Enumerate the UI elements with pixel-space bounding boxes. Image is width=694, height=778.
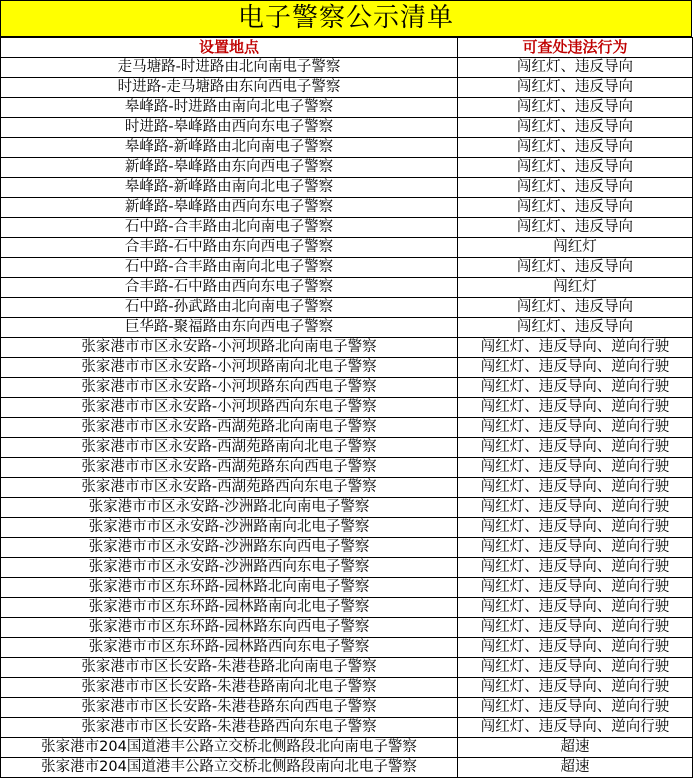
violations-cell: 闯红灯、违反导向、逆向行驶 bbox=[458, 498, 693, 518]
table-row bbox=[1, 578, 693, 598]
location-cell: 皋峰路-时进路由南向北电子警察 bbox=[1, 98, 458, 118]
table-row bbox=[1, 498, 693, 518]
table-body bbox=[1, 58, 693, 778]
location-cell: 张家港市市区永安路-小河坝路东向西电子警察 bbox=[1, 378, 458, 398]
table-row bbox=[1, 358, 693, 378]
table-row bbox=[1, 718, 693, 738]
table-row bbox=[1, 458, 693, 478]
location-cell: 合丰路-石中路由西向东电子警察 bbox=[1, 278, 458, 298]
location-cell: 张家港市市区长安路-朱港巷路北向南电子警察 bbox=[1, 658, 458, 678]
header-row bbox=[1, 38, 693, 58]
location-cell: 张家港市市区永安路-西湖苑路北向南电子警察 bbox=[1, 418, 458, 438]
location-cell: 张家港市204国道港丰公路立交桥北侧路段南向北电子警察 bbox=[1, 758, 458, 778]
violations-cell: 闯红灯、违反导向、逆向行驶 bbox=[458, 698, 693, 718]
location-cell: 张家港市市区永安路-小河坝路北向南电子警察 bbox=[1, 338, 458, 358]
location-cell: 新峰路-皋峰路由西向东电子警察 bbox=[1, 198, 458, 218]
table-row bbox=[1, 678, 693, 698]
violations-cell: 闯红灯、违反导向、逆向行驶 bbox=[458, 558, 693, 578]
location-cell: 走马塘路-时进路由北向南电子警察 bbox=[1, 58, 458, 78]
location-cell: 时进路-走马塘路由东向西电子警察 bbox=[1, 78, 458, 98]
location-cell: 张家港市市区永安路-沙洲路南向北电子警察 bbox=[1, 518, 458, 538]
location-cell: 张家港市市区东环路-园林路西向东电子警察 bbox=[1, 638, 458, 658]
violations-cell: 闯红灯、违反导向 bbox=[458, 318, 693, 338]
table-row bbox=[1, 258, 693, 278]
violations-cell: 闯红灯、违反导向、逆向行驶 bbox=[458, 638, 693, 658]
violations-cell: 闯红灯、违反导向 bbox=[458, 138, 693, 158]
violations-cell: 闯红灯、违反导向、逆向行驶 bbox=[458, 658, 693, 678]
violations-cell: 闯红灯 bbox=[458, 278, 693, 298]
violations-cell: 闯红灯、违反导向 bbox=[458, 258, 693, 278]
table-row bbox=[1, 398, 693, 418]
location-cell: 石中路-孙武路由北向南电子警察 bbox=[1, 298, 458, 318]
violations-cell: 闯红灯、违反导向、逆向行驶 bbox=[458, 578, 693, 598]
violations-cell: 闯红灯、违反导向、逆向行驶 bbox=[458, 418, 693, 438]
table-row bbox=[1, 558, 693, 578]
location-cell: 合丰路-石中路由东向西电子警察 bbox=[1, 238, 458, 258]
header-location: 设置地点 bbox=[1, 38, 458, 58]
location-cell: 石中路-合丰路由南向北电子警察 bbox=[1, 258, 458, 278]
table-row bbox=[1, 218, 693, 238]
table-row bbox=[1, 298, 693, 318]
table-row bbox=[1, 518, 693, 538]
violations-cell: 闯红灯、违反导向、逆向行驶 bbox=[458, 358, 693, 378]
violations-cell: 闯红灯、违反导向 bbox=[458, 298, 693, 318]
violations-cell: 闯红灯、违反导向、逆向行驶 bbox=[458, 478, 693, 498]
violations-cell: 闯红灯、违反导向 bbox=[458, 118, 693, 138]
violations-cell: 闯红灯、违反导向、逆向行驶 bbox=[458, 598, 693, 618]
table-row bbox=[1, 698, 693, 718]
violation-table bbox=[0, 37, 693, 778]
location-cell: 张家港市市区永安路-沙洲路东向西电子警察 bbox=[1, 538, 458, 558]
table-row bbox=[1, 338, 693, 358]
table-row bbox=[1, 758, 693, 778]
location-cell: 皋峰路-新峰路由北向南电子警察 bbox=[1, 138, 458, 158]
violations-cell: 闯红灯 bbox=[458, 238, 693, 258]
table-row bbox=[1, 378, 693, 398]
violations-cell: 闯红灯、违反导向 bbox=[458, 98, 693, 118]
table-row bbox=[1, 198, 693, 218]
table-row bbox=[1, 638, 693, 658]
table-row bbox=[1, 58, 693, 78]
violations-cell: 闯红灯、违反导向 bbox=[458, 78, 693, 98]
violations-cell: 闯红灯、违反导向 bbox=[458, 198, 693, 218]
location-cell: 张家港市市区永安路-沙洲路西向东电子警察 bbox=[1, 558, 458, 578]
violations-cell: 闯红灯、违反导向、逆向行驶 bbox=[458, 378, 693, 398]
location-cell: 张家港市市区永安路-西湖苑路东向西电子警察 bbox=[1, 458, 458, 478]
violations-cell: 闯红灯、违反导向 bbox=[458, 178, 693, 198]
table-row bbox=[1, 98, 693, 118]
location-cell: 张家港市市区永安路-小河坝路南向北电子警察 bbox=[1, 358, 458, 378]
table-row bbox=[1, 178, 693, 198]
location-cell: 张家港市市区永安路-西湖苑路西向东电子警察 bbox=[1, 478, 458, 498]
table-row bbox=[1, 438, 693, 458]
violations-cell: 超速 bbox=[458, 758, 693, 778]
table-row bbox=[1, 278, 693, 298]
location-cell: 张家港市市区永安路-小河坝路西向东电子警察 bbox=[1, 398, 458, 418]
violations-cell: 超速 bbox=[458, 738, 693, 758]
sheet-title: 电子警察公示清单 bbox=[0, 0, 692, 37]
violations-cell: 闯红灯、违反导向 bbox=[458, 218, 693, 238]
violations-cell: 闯红灯、违反导向 bbox=[458, 158, 693, 178]
table-row bbox=[1, 318, 693, 338]
table-row bbox=[1, 538, 693, 558]
violations-cell: 闯红灯、违反导向、逆向行驶 bbox=[458, 338, 693, 358]
location-cell: 张家港市市区长安路-朱港巷路南向北电子警察 bbox=[1, 678, 458, 698]
location-cell: 时进路-皋峰路由西向东电子警察 bbox=[1, 118, 458, 138]
table-row bbox=[1, 238, 693, 258]
violations-cell: 闯红灯、违反导向、逆向行驶 bbox=[458, 518, 693, 538]
table-row bbox=[1, 738, 693, 758]
table-row bbox=[1, 158, 693, 178]
location-cell: 张家港市204国道港丰公路立交桥北侧路段北向南电子警察 bbox=[1, 738, 458, 758]
violations-cell: 闯红灯、违反导向、逆向行驶 bbox=[458, 678, 693, 698]
violations-cell: 闯红灯、违反导向、逆向行驶 bbox=[458, 398, 693, 418]
location-cell: 张家港市市区东环路-园林路南向北电子警察 bbox=[1, 598, 458, 618]
violations-cell: 闯红灯、违反导向、逆向行驶 bbox=[458, 618, 693, 638]
table-row bbox=[1, 138, 693, 158]
location-cell: 巨华路-聚福路由东向西电子警察 bbox=[1, 318, 458, 338]
location-cell: 张家港市市区永安路-西湖苑路南向北电子警察 bbox=[1, 438, 458, 458]
violations-cell: 闯红灯、违反导向、逆向行驶 bbox=[458, 438, 693, 458]
location-cell: 张家港市市区长安路-朱港巷路西向东电子警察 bbox=[1, 718, 458, 738]
location-cell: 张家港市市区东环路-园林路东向西电子警察 bbox=[1, 618, 458, 638]
violations-cell: 闯红灯、违反导向、逆向行驶 bbox=[458, 718, 693, 738]
location-cell: 皋峰路-新峰路由南向北电子警察 bbox=[1, 178, 458, 198]
location-cell: 张家港市市区长安路-朱港巷路东向西电子警察 bbox=[1, 698, 458, 718]
location-cell: 石中路-合丰路由北向南电子警察 bbox=[1, 218, 458, 238]
table-row bbox=[1, 618, 693, 638]
table-row bbox=[1, 658, 693, 678]
table-row bbox=[1, 478, 693, 498]
table-row bbox=[1, 78, 693, 98]
table-row bbox=[1, 598, 693, 618]
location-cell: 新峰路-皋峰路由东向西电子警察 bbox=[1, 158, 458, 178]
table-row bbox=[1, 118, 693, 138]
table-row bbox=[1, 418, 693, 438]
header-violations: 可查处违法行为 bbox=[458, 38, 693, 58]
violations-cell: 闯红灯、违反导向 bbox=[458, 58, 693, 78]
location-cell: 张家港市市区东环路-园林路北向南电子警察 bbox=[1, 578, 458, 598]
violations-cell: 闯红灯、违反导向、逆向行驶 bbox=[458, 458, 693, 478]
violations-cell: 闯红灯、违反导向、逆向行驶 bbox=[458, 538, 693, 558]
location-cell: 张家港市市区永安路-沙洲路北向南电子警察 bbox=[1, 498, 458, 518]
